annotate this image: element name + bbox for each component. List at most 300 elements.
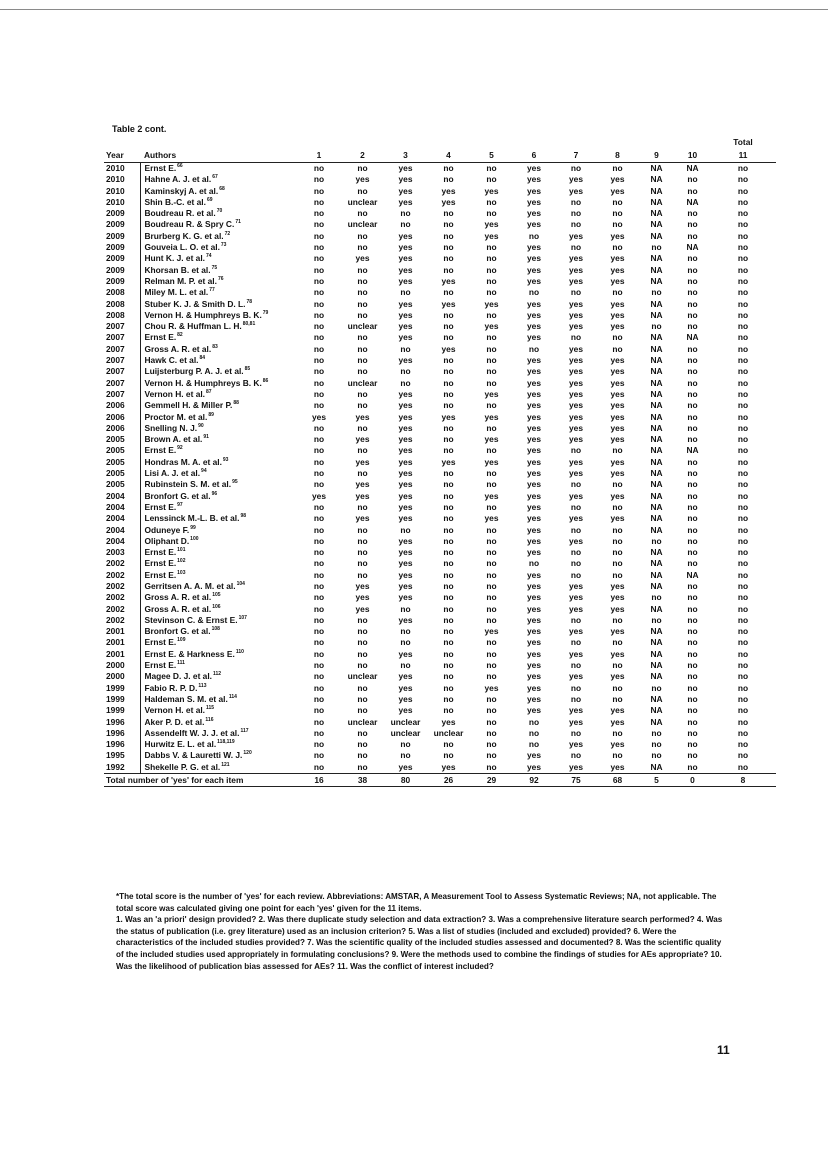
item-answer-cell: yes [527, 332, 541, 343]
item-answer-cell: yes [355, 592, 370, 603]
reference-number: 92 [177, 445, 183, 452]
item-answer-cell: no [443, 445, 454, 456]
item-answer-cell: no [612, 332, 623, 343]
item-answer-cell: no [313, 750, 325, 761]
item-answer-cell: NA [650, 230, 663, 241]
item-answer-cell: no [737, 400, 749, 411]
item-answer-cell: yes [398, 298, 413, 309]
item-answer-cell: no [443, 637, 454, 648]
author-name: Ernst E. [144, 332, 177, 343]
table-row [104, 525, 776, 536]
table-row [104, 242, 776, 253]
item-answer-cell: no [313, 264, 325, 275]
author-cell [140, 253, 297, 264]
item-answer-cell: no [687, 705, 698, 716]
year-cell: 2007 [104, 321, 140, 332]
item-answer-cell: no [443, 479, 454, 490]
item-answer-cell: no [737, 253, 749, 264]
item-answer-cell: no [357, 264, 368, 275]
author-cell [140, 525, 297, 536]
item-answer-cell: yes [398, 614, 413, 625]
total-value: 16 [297, 774, 341, 787]
item-answer-cell: yes [569, 321, 583, 332]
table-row [104, 197, 776, 208]
year-cell: 2007 [104, 389, 140, 400]
item-answer-cell: no [687, 287, 698, 298]
item-answer-cell: no [443, 287, 454, 298]
item-answer-cell: yes [569, 592, 583, 603]
item-answer-cell: yes [355, 580, 370, 591]
reference-number: 96 [211, 490, 218, 497]
year-cell: 2005 [104, 434, 140, 445]
item-answer-cell: no [486, 603, 497, 614]
author-cell [140, 705, 297, 716]
item-answer-cell: NA [650, 479, 663, 490]
item-answer-cell: no [443, 592, 454, 603]
item-answer-cell: no [687, 400, 698, 411]
item-answer-cell: no [443, 626, 454, 637]
item-answer-cell: no [612, 637, 623, 648]
table-row [104, 717, 776, 728]
item-answer-cell: no [528, 727, 540, 738]
item-answer-cell: unclear [347, 671, 378, 682]
year-cell: 1996 [104, 717, 140, 728]
item-answer-cell: no [737, 422, 749, 433]
item-answer-cell: no [486, 309, 497, 320]
table-row [104, 355, 776, 366]
item-answer-cell: no [737, 242, 749, 253]
item-answer-cell: yes [527, 705, 541, 716]
item-answer-cell: yes [441, 275, 456, 286]
author-cell [140, 739, 297, 750]
amstar-score-table [104, 136, 776, 787]
item-answer-cell: no [357, 648, 368, 659]
item-answer-cell: no [687, 479, 698, 490]
item-answer-cell: no [675, 762, 710, 774]
author-cell [140, 299, 297, 310]
table-row [104, 683, 776, 694]
item-answer-cell: yes [398, 275, 413, 286]
item-answer-cell: no [687, 411, 698, 422]
item-answer-cell: no [737, 185, 749, 196]
item-answer-cell: no [687, 637, 698, 648]
item-answer-cell: yes [527, 637, 541, 648]
item-answer-cell: NA [650, 705, 663, 716]
item-answer-cell: no [687, 422, 698, 433]
item-answer-cell: no [737, 569, 749, 580]
item-answer-cell: no [486, 660, 497, 671]
author-cell [140, 637, 297, 648]
author-name: Shin B.-C. et al. [144, 196, 206, 207]
item-answer-cell: no [528, 558, 540, 569]
item-answer-cell: no [737, 445, 749, 456]
item-answer-cell: no [737, 377, 749, 388]
item-answer-cell: no [528, 716, 540, 727]
item-answer-cell: no [357, 445, 368, 456]
item-answer-cell: no [313, 468, 325, 479]
item-answer-cell: no [737, 332, 749, 343]
item-answer-cell: no [651, 750, 662, 761]
table-row [104, 637, 776, 648]
author-cell [140, 468, 297, 479]
item-answer-cell: no [313, 253, 325, 264]
item-answer-cell: no [612, 693, 623, 704]
item-answer-cell: yes [555, 762, 597, 774]
reference-number: 116 [205, 716, 214, 723]
item-answer-cell: no [737, 456, 749, 467]
author-cell [140, 310, 297, 321]
item-answer-cell: yes [398, 174, 413, 185]
author-cell [140, 536, 297, 547]
item-answer-cell: no [687, 230, 698, 241]
item-answer-cell: NA [650, 422, 663, 433]
item-answer-cell: no [737, 174, 749, 185]
item-answer-cell: yes [398, 693, 413, 704]
reference-number: 95 [232, 479, 238, 486]
item-answer-cell: no [528, 343, 540, 354]
item-answer-cell: yes [569, 513, 583, 524]
item-answer-cell: no [651, 287, 662, 298]
item-answer-cell: no [687, 366, 698, 377]
item-answer-cell: yes [610, 377, 625, 388]
item-answer-cell: yes [569, 580, 583, 591]
item-answer-cell: yes [398, 648, 413, 659]
author-name: Boudreau R. et al. [144, 208, 216, 219]
item-answer-cell: yes [398, 411, 413, 422]
table-row [104, 570, 776, 581]
item-answer-cell: yes [398, 388, 413, 399]
item-answer-cell: no [313, 185, 325, 196]
item-answer-cell: no [737, 592, 749, 603]
item-answer-cell: NA [650, 185, 663, 196]
reference-number: 111 [177, 660, 185, 667]
item-answer-cell: no [297, 163, 341, 175]
item-answer-cell: no [612, 242, 623, 253]
item-answer-cell: no [687, 535, 698, 546]
item-answer-cell: no [570, 637, 582, 648]
item-answer-cell: yes [527, 355, 541, 366]
reference-number: 77 [209, 287, 215, 294]
item-answer-cell: no [443, 524, 454, 535]
reference-number: 117 [240, 727, 249, 734]
item-answer-cell: no [443, 614, 454, 625]
item-answer-cell: no [313, 671, 325, 682]
item-answer-cell: no [687, 727, 698, 738]
item-answer-cell: no [737, 603, 749, 614]
reference-number: 120 [243, 750, 252, 757]
table-row [104, 502, 776, 513]
item-answer-cell: yes [527, 547, 541, 558]
item-answer-cell: no [555, 163, 597, 175]
table-row [104, 649, 776, 660]
item-answer-cell: NA [650, 309, 663, 320]
author-cell [140, 513, 297, 524]
item-answer-cell: no [357, 185, 368, 196]
author-name: Assendelft W. J. J. et al. [144, 727, 240, 738]
item-answer-cell: yes [398, 535, 413, 546]
item-answer-cell: no [612, 535, 623, 546]
item-answer-cell: no [687, 219, 698, 230]
item-answer-cell: yes [610, 230, 625, 241]
item-answer-cell: no [486, 569, 497, 580]
author-name: Luijsterburg P. A. J. et al. [144, 366, 244, 377]
item-answer-cell: yes [527, 253, 541, 264]
item-answer-cell: yes [441, 716, 456, 727]
item-answer-cell: yes [355, 456, 370, 467]
item-answer-cell: no [313, 727, 325, 738]
year-cell: 2002 [104, 604, 140, 615]
item-answer-cell: no [486, 468, 497, 479]
item-answer-cell: no [443, 377, 454, 388]
item-answer-cell: no [737, 682, 749, 693]
author-name: Brown A. et al. [144, 434, 203, 445]
item-answer-cell: no [486, 264, 497, 275]
item-answer-cell: yes [484, 682, 499, 693]
author-name: Bronfort G. et al. [144, 490, 211, 501]
author-name: Lisi A. J. et al. [144, 468, 201, 479]
author-cell [140, 445, 297, 456]
item-answer-cell: no [737, 298, 749, 309]
year-cell: 2001 [104, 649, 140, 660]
item-answer-cell: yes [527, 648, 541, 659]
author-cell [140, 219, 297, 230]
item-answer-cell: yes [610, 309, 625, 320]
author-cell [140, 163, 297, 175]
author-name: Ernst E. [144, 501, 177, 512]
item-answer-cell: no [443, 682, 454, 693]
item-answer-cell: NA [650, 660, 663, 671]
item-answer-cell: no [570, 614, 582, 625]
item-answer-cell: no [737, 739, 749, 750]
year-cell: 2007 [104, 332, 140, 343]
total-value: 75 [555, 774, 597, 787]
item-answer-cell: no [570, 219, 582, 230]
item-answer-cell: no [486, 637, 497, 648]
item-answer-cell: no [612, 479, 623, 490]
item-answer-cell: yes [527, 208, 541, 219]
table-row [104, 219, 776, 230]
item-answer-cell: yes [569, 456, 583, 467]
item-answer-cell: NA [650, 693, 663, 704]
author-cell [140, 242, 297, 253]
reference-number: 91 [203, 434, 209, 441]
author-cell [140, 491, 297, 502]
item-answer-cell: no [313, 230, 325, 241]
item-answer-cell: yes [527, 275, 541, 286]
reference-number: 115 [206, 705, 215, 712]
item-answer-cell: no [486, 580, 497, 591]
item-answer-cell: no [486, 275, 497, 286]
year-cell: 2007 [104, 344, 140, 355]
item-answer-cell: yes [384, 762, 427, 774]
year-cell: 2002 [104, 558, 140, 569]
author-cell [140, 389, 297, 400]
year-cell: 1999 [104, 694, 140, 705]
author-name: Ernst E. [144, 569, 177, 580]
item-answer-cell: yes [527, 411, 541, 422]
item-answer-cell: NA [650, 298, 663, 309]
author-name: Oliphant D. [144, 535, 190, 546]
year-cell: 2009 [104, 242, 140, 253]
author-name: Ernst E. [144, 637, 177, 648]
author-cell [140, 423, 297, 434]
item-answer-cell: yes [569, 343, 583, 354]
item-answer-cell: no [737, 196, 749, 207]
item-answer-cell: no [400, 626, 411, 637]
year-cell: 1996 [104, 728, 140, 739]
item-answer-cell: no [313, 343, 325, 354]
item-answer-cell: yes [527, 693, 541, 704]
reference-number: 89 [208, 411, 214, 418]
total-value: 92 [513, 774, 555, 787]
item-answer-cell: yes [527, 660, 541, 671]
total-value: 38 [341, 774, 384, 787]
reference-number: 86 [262, 377, 269, 384]
item-answer-cell: yes [484, 434, 499, 445]
table-row [104, 389, 776, 400]
item-answer-cell: yes [441, 456, 456, 467]
table-row [104, 366, 776, 377]
item-answer-cell: no [737, 366, 749, 377]
item-answer-cell: yes [569, 264, 583, 275]
item-answer-cell: NA [650, 513, 663, 524]
table-row [104, 344, 776, 355]
item-answer-cell: no [341, 163, 384, 175]
item-answer-cell: yes [355, 411, 370, 422]
item-answer-cell: no [357, 558, 368, 569]
item-answer-cell: no [443, 603, 454, 614]
item-answer-cell: NA [686, 332, 699, 343]
author-cell [140, 412, 297, 423]
item-answer-cell: no [357, 208, 368, 219]
item-answer-cell: yes [610, 388, 625, 399]
year-cell: 2007 [104, 355, 140, 366]
item-answer-cell: no [443, 388, 454, 399]
item-answer-cell: yes [527, 626, 541, 637]
item-answer-cell: no [687, 626, 698, 637]
table-row [104, 265, 776, 276]
year-cell: 2009 [104, 231, 140, 242]
item-answer-cell: no [443, 422, 454, 433]
item-answer-cell: yes [610, 264, 625, 275]
year-cell: 2000 [104, 671, 140, 682]
author-cell [140, 400, 297, 411]
item-answer-cell: no [313, 377, 325, 388]
reference-number: 98 [240, 513, 247, 520]
table-row [104, 276, 776, 287]
author-cell [140, 197, 297, 208]
item-answer-cell: yes [355, 513, 370, 524]
item-answer-cell: no [570, 287, 582, 298]
item-answer-cell: no [486, 547, 497, 558]
item-answer-cell: no [357, 388, 368, 399]
year-cell: 2006 [104, 423, 140, 434]
item-answer-cell: no [443, 264, 454, 275]
table-row [104, 739, 776, 750]
reference-number: 73 [220, 242, 227, 249]
item-answer-cell: no [528, 230, 540, 241]
item-answer-cell: NA [686, 569, 699, 580]
author-cell [140, 344, 297, 355]
table-row [104, 558, 776, 569]
item-answer-cell: yes [569, 535, 583, 546]
item-answer-cell: no [737, 535, 749, 546]
author-cell [140, 581, 297, 592]
item-answer-cell: no [486, 535, 497, 546]
item-answer-cell: no [597, 163, 638, 175]
item-answer-cell: no [443, 693, 454, 704]
item-header: 1 [297, 149, 341, 163]
item-answer-cell: NA [650, 434, 663, 445]
year-cell: 2009 [104, 276, 140, 287]
item-answer-cell: yes [484, 490, 499, 501]
item-answer-cell: yes [398, 456, 413, 467]
item-answer-cell: yes [610, 422, 625, 433]
item-answer-cell: yes [398, 705, 413, 716]
item-answer-cell: yes [569, 422, 583, 433]
author-cell [140, 378, 297, 389]
year-cell: 2009 [104, 219, 140, 230]
item-answer-cell: no [486, 479, 497, 490]
item-answer-cell: no [357, 524, 368, 535]
reference-number: 66 [177, 163, 183, 169]
item-answer-cell: yes [527, 242, 541, 253]
author-cell [140, 174, 297, 185]
item-answer-cell: no [737, 705, 749, 716]
table-row [104, 705, 776, 716]
item-answer-cell: yes [527, 513, 541, 524]
item-answer-cell: yes [398, 332, 413, 343]
author-name: Shekelle P. G. et al. [144, 761, 221, 772]
year-cell: 1992 [104, 762, 140, 774]
table-row [104, 468, 776, 479]
item-answer-cell: no [486, 705, 497, 716]
item-answer-cell: yes [398, 230, 413, 241]
item-answer-cell: yes [569, 739, 583, 750]
item-answer-cell: no [400, 660, 411, 671]
item-answer-cell: no [612, 750, 623, 761]
item-answer-cell: no [612, 208, 623, 219]
item-answer-cell: no [486, 445, 497, 456]
author-cell [140, 276, 297, 287]
item-answer-cell: no [313, 434, 325, 445]
year-cell: 2004 [104, 502, 140, 513]
item-answer-cell: no [570, 682, 582, 693]
table-row [104, 457, 776, 468]
item-answer-cell: no [687, 648, 698, 659]
author-cell [140, 626, 297, 637]
total-value: 26 [427, 774, 470, 787]
item-answer-cell: no [357, 569, 368, 580]
item-answer-cell: yes [610, 434, 625, 445]
item-answer-cell: no [486, 208, 497, 219]
item-answer-cell: yes [527, 366, 541, 377]
author-cell [140, 558, 297, 569]
author-name: Magee D. J. et al. [144, 671, 212, 682]
item-answer-cell: yes [355, 253, 370, 264]
reference-number: 103 [177, 569, 186, 576]
item-answer-cell: NA [650, 343, 663, 354]
item-answer-cell: NA [650, 275, 663, 286]
item-answer-cell: no [737, 671, 749, 682]
item-answer-cell: NA [650, 580, 663, 591]
item-answer-cell: no [687, 524, 698, 535]
item-answer-cell: no [313, 614, 325, 625]
year-cell: 2002 [104, 570, 140, 581]
item-answer-cell: yes [441, 343, 456, 354]
author-name: Lenssinck M.-L. B. et al. [144, 513, 240, 524]
item-answer-cell: yes [441, 185, 456, 196]
